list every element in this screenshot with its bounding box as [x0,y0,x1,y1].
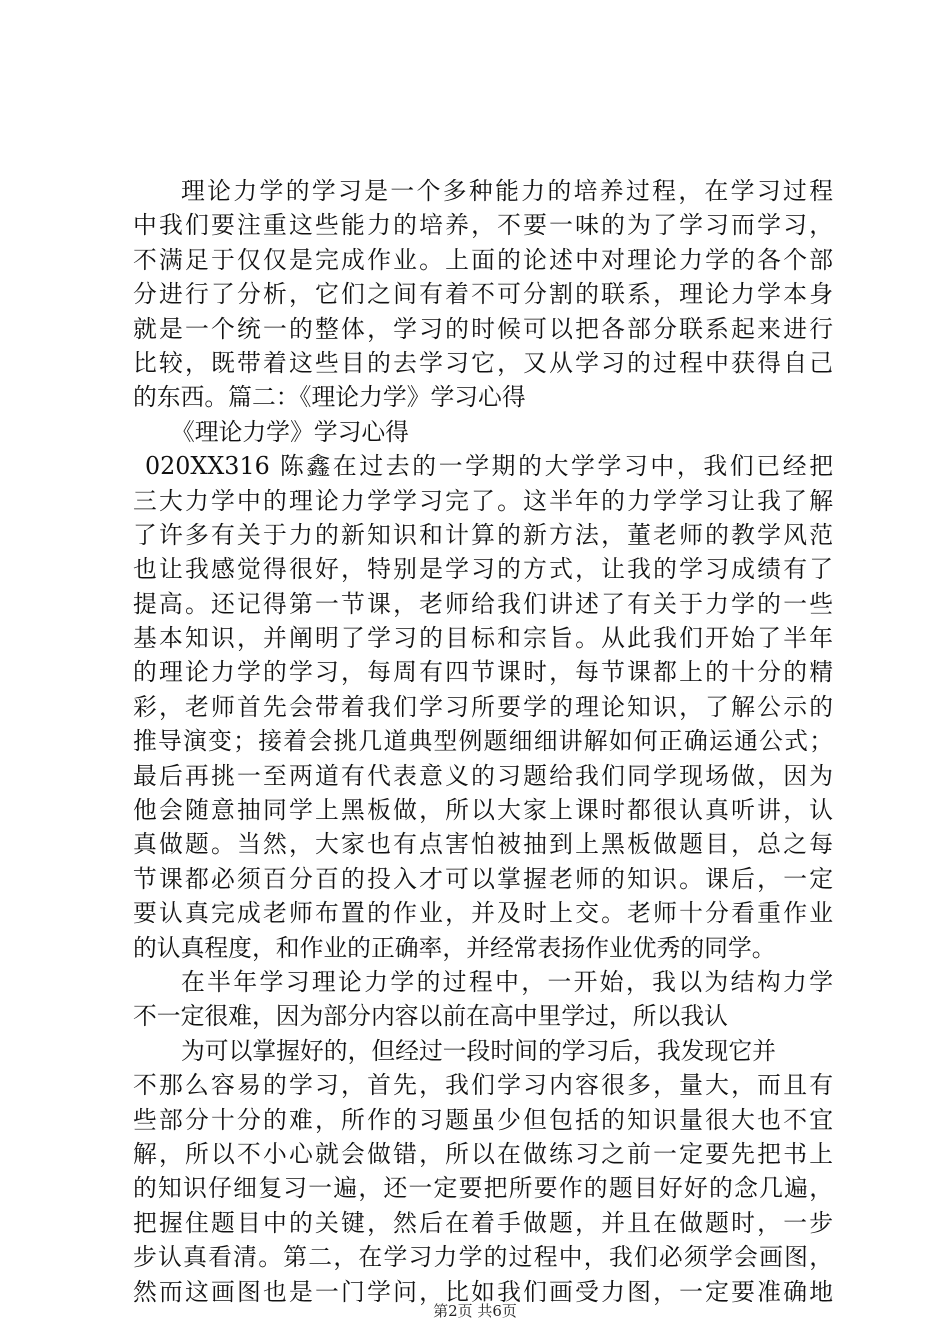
text-line: 些部分十分的难，所作的习题虽少但包括的知识量很大也不宜 [133,1105,833,1134]
text-line: 也让我感觉得很好，特别是学习的方式，让我的学习成绩有了 [133,555,833,584]
section-heading: 《理论力学》学习心得 [171,417,409,446]
page-number: 第2页 共6页 [433,1302,517,1320]
text-line: 不那么容易的学习，首先，我们学习内容很多，量大，而且有 [133,1071,833,1100]
text-line: 解，所以不小心就会做错，所以在做练习之前一定要先把书上 [133,1139,833,1168]
text-line: 不一定很难，因为部分内容以前在高中里学过，所以我认 [133,1002,728,1031]
text-line: 理论力学的学习是一个多种能力的培养过程，在学习过程 [181,177,833,205]
text-line: 的认真程度，和作业的正确率，并经常表扬作业优秀的同学。 [133,933,776,962]
text-line: 为可以掌握好的，但经过一段时间的学习后，我发现它并 [181,1036,776,1065]
text-line: 在半年学习理论力学的过程中，一开始，我以为结构力学 [181,967,833,996]
text-line: 步认真看清。第二，在学习力学的过程中，我们必须学会画图， [133,1243,833,1272]
text-line: 最后再挑一至两道有代表意义的习题给我们同学现场做，因为 [133,761,833,790]
text-line: 把握住题目中的关键，然后在着手做题，并且在做题时，一步 [133,1208,833,1237]
text-line: 真做题。当然，大家也有点害怕被抽到上黑板做题目，总之每 [133,830,833,859]
document-body [133,174,833,1309]
text-line: 分进行了分析，它们之间有着不可分割的联系，理论力学本身 [133,280,833,309]
text-line: 就是一个统一的整体，学习的时候可以把各部分联系起来进行 [133,314,833,343]
text-line: 的理论力学的学习，每周有四节课时，每节课都上的十分的精 [133,658,833,687]
text-line: 三大力学中的理论力学学习完了。这半年的力学学习让我了解 [133,486,833,515]
text-line: 的东西。篇二：《理论力学》学习心得 [133,383,526,412]
text-line: 然而这画图也是一门学问，比如我们画受力图，一定要准确地 [133,1277,833,1306]
text-line: 基本知识，并阐明了学习的目标和宗旨。从此我们开始了半年 [133,624,833,653]
text-line: 要认真完成老师布置的作业，并及时上交。老师十分看重作业 [133,899,833,928]
text-line: 了许多有关于力的新知识和计算的新方法，董老师的教学风范 [133,520,833,549]
text-line: 彩，老师首先会带着我们学习所要学的理论知识，了解公示的 [133,692,833,721]
text-line: 他会随意抽同学上黑板做，所以大家上课时都很认真听讲，认 [133,796,833,825]
text-line: 节课都必须百分百的投入才可以掌握老师的知识。课后，一定 [133,864,833,893]
text-line: 比较，既带着这些目的去学习它，又从学习的过程中获得自己 [133,348,833,377]
text-line: 的知识仔细复习一遍，还一定要把所要作的题目好好的念几遍， [133,1174,833,1203]
text-line: 不满足于仅仅是完成作业。上面的论述中对理论力学的各个部 [133,245,833,274]
text-line: 提高。还记得第一节课，老师给我们讲述了有关于力学的一些 [133,589,833,618]
text-line: 020XX316 陈鑫在过去的一学期的大学学习中，我们已经把 [145,452,833,481]
text-line: 推导演变；接着会挑几道典型例题细细讲解如何正确运通公式； [133,727,833,756]
text-line: 中我们要注重这些能力的培养，不要一味的为了学习而学习， [133,211,833,240]
